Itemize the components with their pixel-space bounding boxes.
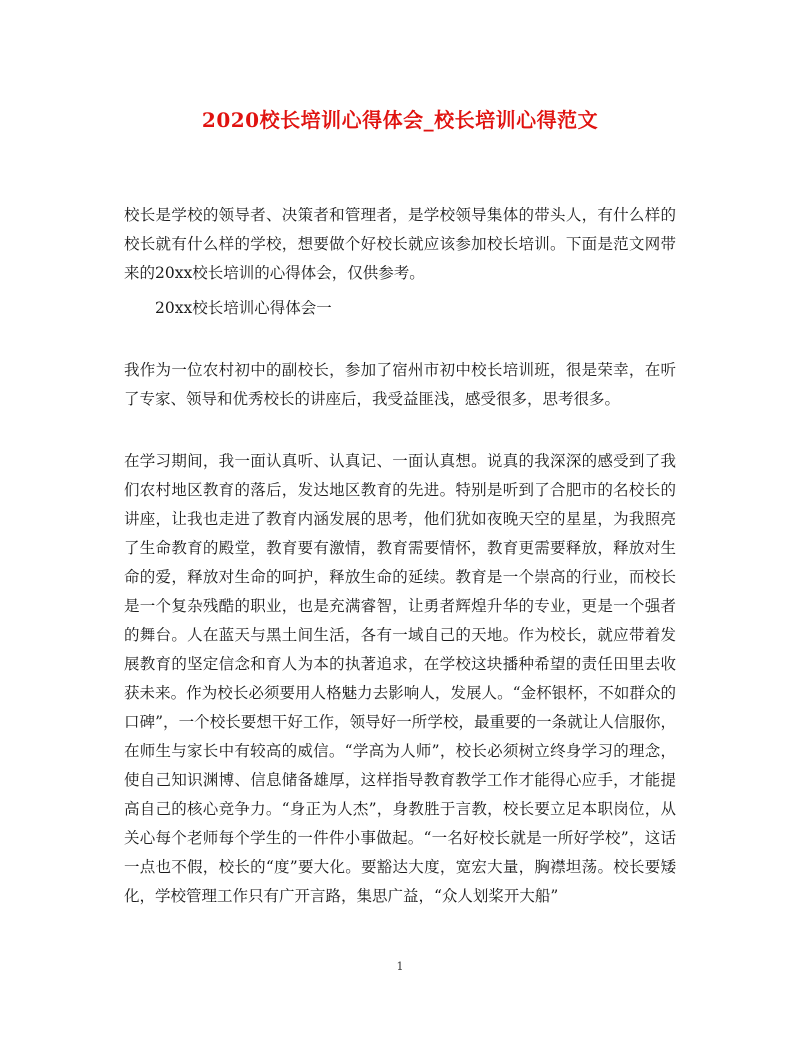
section-subheading: 20xx校长培训心得体会一: [155, 299, 332, 317]
intro-paragraph: 校长是学校的领导者、决策者和管理者，是学校领导集体的带头人，有什么样的校长就有什么样的学校，想要做个好校长就应该参加校长培训。下面是范文网带来的20xx校长培训的心得体会，仅供参考。: [124, 206, 676, 282]
body-paragraph-1: 我作为一位农村初中的副校长，参加了宿州市初中校长培训班，很是荣幸，在听了专家、领导和优秀校长的讲座后，我受益匪浅，感受很多，思考很多。: [124, 361, 676, 408]
body-paragraph-2: 在学习期间，我一面认真听、认真记、一面认真想。说真的我深深的感受到了我们农村地区教育的落后，发达地区教育的先进。特别是听到了合肥市的名校长的讲座，让我也走进了教育内涵发展的思考，他们犹如夜晚天空的星星，为我照亮了生命教育的殿堂，教育要有激情，教育需要情怀，教育更需要释放，释放对生命的爱，释放对生命的呵护，释放生命的延续。教育是一个崇高的行业，而校长是一个复杂残酷的职业，也是充满睿智，让勇者辉煌升华的专业，更是一个强者的舞台。人在蓝天与黑土间生活，各有一域自己的天地。作为校长，就应带着发展教育的坚定信念和育人为本的执著追求，在学校这块播种希望的责任田里去收获未来。作为校长必须要用人格魅力去影响人，发展人。“金杯银杯，不如群众的口碑”，一个校长要想干好工作，领导好一所学校，最重要的一条就让人信服你，在师生与家长中有较高的威信。“学高为人师”，校长必须树立终身学习的理念，使自己知识渊博、信息储备雄厚，这样指导教育教学工作才能得心应手，才能提高自己的核心竞争力。“身正为人杰”，身教胜于言教，校长要立足本职岗位，从关心每个老师每个学生的一件件小事做起。“一名好校长就是一所好学校”，这话一点也不假，校长的“度”要大化。要豁达大度，宽宏大量，胸襟坦荡。校长要矮化，学校管理工作只有广开言路，集思广益，“众人划桨开大船”: [124, 452, 676, 905]
page-number: 1: [396, 960, 404, 973]
document-title: 2020校长培训心得体会_校长培训心得范文: [201, 108, 599, 132]
